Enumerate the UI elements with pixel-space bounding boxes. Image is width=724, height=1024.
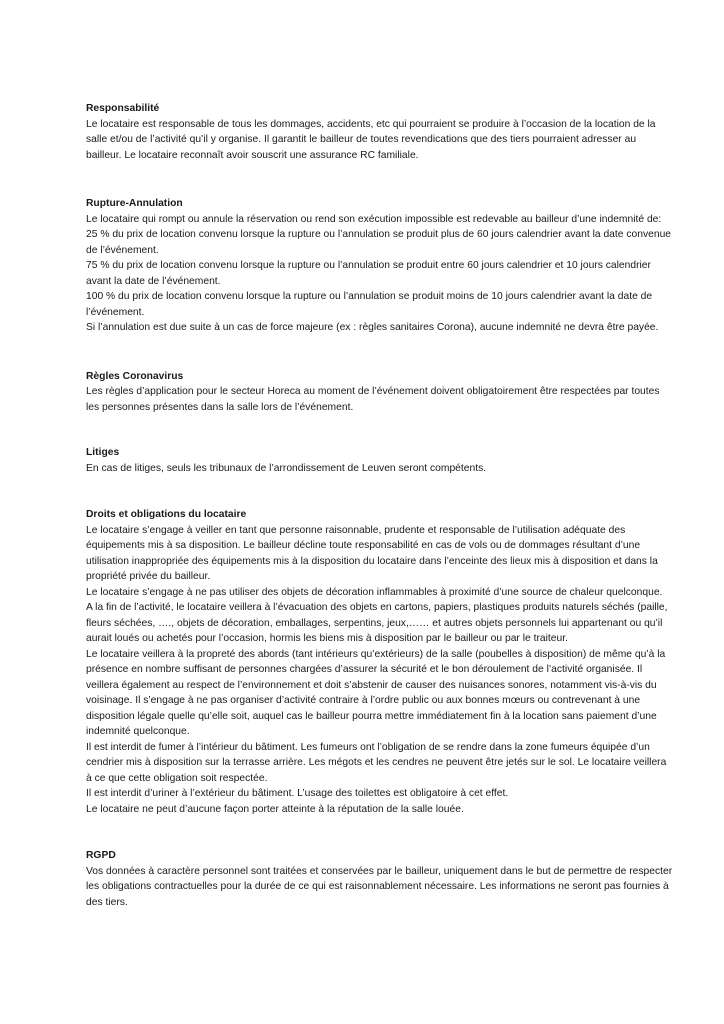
section-title: RGPD xyxy=(86,850,116,861)
paragraph: 75 % du prix de location convenu lorsque la rupture ou l’annulation se produit entre 60 jours calendrier et 10 jours calendrier avant la date de l’événement. xyxy=(86,260,651,287)
paragraph: En cas de litiges, seuls les tribunaux de l’arrondissement de Leuven seront compétents. xyxy=(86,462,487,474)
paragraph: 25 % du prix de location convenu lorsque la rupture ou l’annulation se produit plus de 60 jours calendrier avant la date convenue de l’événement. xyxy=(86,229,672,256)
paragraph: Le locataire s’engage à ne pas utiliser des objets de décoration inflammables à proximité d’une source de chaleur quelconque. xyxy=(86,586,663,598)
section-rupture-annulation xyxy=(86,196,674,336)
paragraph: Si l’annulation est due suite à un cas de force majeure (ex : règles sanitaires Corona), aucune indemnité ne devra être payée. xyxy=(86,322,659,333)
section-title: Règles Coronavirus xyxy=(86,370,184,382)
paragraph: Il est interdit de fumer à l’intérieur du bâtiment. Les fumeurs ont l’obligation de se rendre dans la zone fumeurs équipée d’un cendrier mis à disposition sur la terrasse arrière. Les mégots et les cendres ne peuvent être jetés sur le sol. Le locataire veillera à ce que cette obligation soit respectée. xyxy=(86,741,667,784)
paragraph: Il est interdit d’uriner à l’extérieur du bâtiment. L’usage des toilettes est obligatoire à cet effet. xyxy=(86,788,509,799)
paragraph: Le locataire qui rompt ou annule la réservation ou rend son exécution impossible est redevable au bailleur d’une indemnité de: xyxy=(86,213,662,225)
paragraph: Le locataire ne peut d’aucune façon porter atteinte à la réputation de la salle louée. xyxy=(86,803,464,815)
paragraph: A la fin de l’activité, le locataire veillera à l’évacuation des objets en cartons, papiers, plastiques produits naturels séchés (paille, fleurs séchées, …., objets de décoration, emballages, serpentins, jeux,…… et autres objets personnels lui appartenant ou qu’il aurait loués ou achetés pour l’occasion, hormis les biens mis à disposition par le bailleur ou par le traiteur. xyxy=(86,602,668,644)
paragraph: Vos données à caractère personnel sont traitées et conservées par le bailleur, uniquement dans le but de permettre de respecter les obligations contractuelles pour la durée de ce qui est raisonnablement nécessaire. Les informations ne seront pas fournies à des tiers. xyxy=(86,865,673,908)
section-rgpd xyxy=(86,848,674,910)
paragraph: Le locataire est responsable de tous les dommages, accidents, etc qui pourraient se produire à l’occasion de la location de la salle et/ou de l’activité qu’il y organise. Il garantit le bailleur de toutes revendications que des tiers pourraient adresser au bailleur. Le locataire reconnaît avoir souscrit une assurance RC familiale. xyxy=(86,118,656,161)
section-droits-obligations xyxy=(86,507,674,817)
section-regles-coronavirus xyxy=(86,369,674,416)
paragraph: Les règles d’application pour le secteur Horeca au moment de l’événement doivent obligatoirement être respectées par toutes les personnes présentes dans la salle lors de l’événement. xyxy=(86,386,660,413)
section-title: Litiges xyxy=(86,447,120,458)
section-litiges xyxy=(86,445,674,476)
paragraph: Le locataire veillera à la propreté des abords (tant intérieurs qu’extérieurs) de la salle (poubelles à disposition) de même qu’à la présence en nombre suffisant de personnes chargées d’assurer la sécurité et le bon déroulement de l’activité organisée. Il veillera également au respect de l’environnement et doit s’abstenir de causer des nuisances sonores, notamment vis-à-vis du voisinage. Il s’engage à ne pas organiser d’activité contraire à l’ordre public ou aux bonnes mœurs ou contrevenant à une disposition légale quelle qu’elle soit, auquel cas le bailleur pourra mettre immédiatement fin à la location sans paiement d’une indemnité quelconque. xyxy=(86,648,666,737)
paragraph: 100 % du prix de location convenu lorsque la rupture ou l’annulation se produit moins de 10 jours calendrier avant la date de l’événement. xyxy=(86,291,653,318)
section-responsabilite xyxy=(86,101,674,163)
section-title: Responsabilité xyxy=(86,103,160,114)
section-title: Rupture-Annulation xyxy=(86,198,183,209)
section-title: Droits et obligations du locataire xyxy=(86,509,247,520)
paragraph: Le locataire s’engage à veiller en tant que personne raisonnable, prudente et responsable de l’utilisation adéquate des équipements mis à sa disposition. Le bailleur décline toute responsabilité en cas de vols ou de dommages résultant d’une utilisation inappropriée des équipements mis à la disposition du locataire dans l’enceinte des lieux mis à disposition et dans la propriété privée du bailleur. xyxy=(86,524,658,582)
